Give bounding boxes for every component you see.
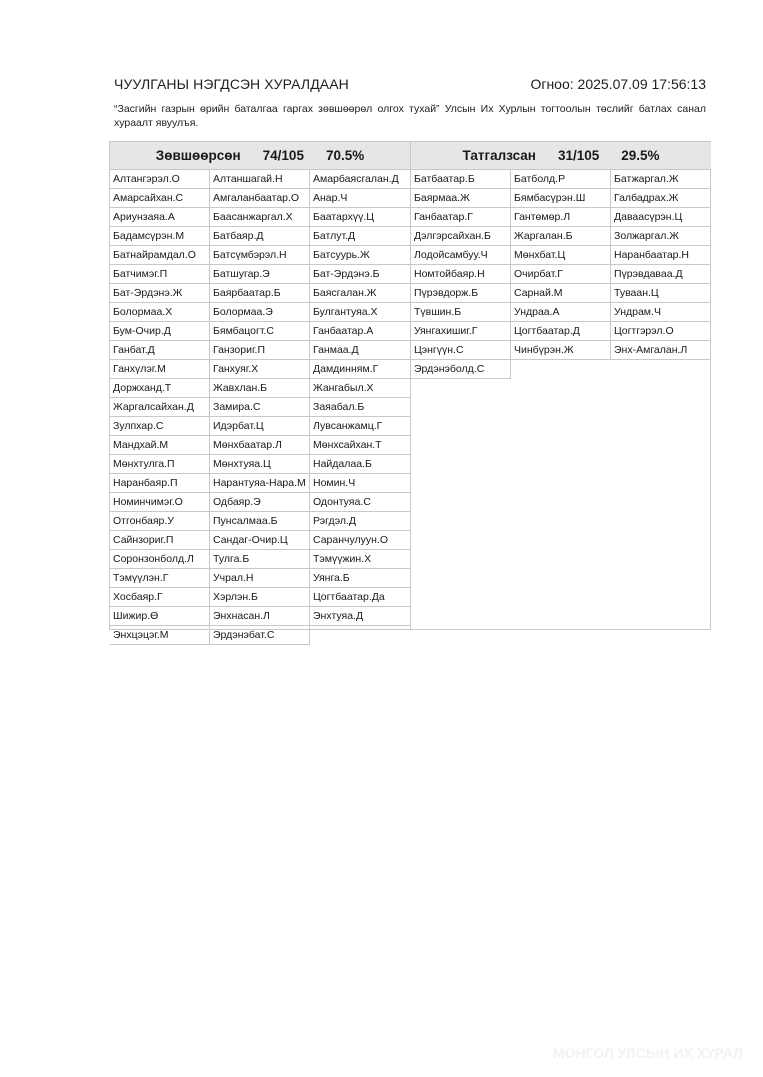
approved-name-cell: Болормаа.Х xyxy=(110,303,210,322)
page-title: ЧУУЛГАНЫ НЭГДСЭН ХУРАЛДААН xyxy=(114,76,349,92)
approved-name-cell: Энхцэцэг.М xyxy=(110,626,210,645)
approved-name-cell: Амгаланбаатар.О xyxy=(210,189,310,208)
rejected-name-cell: Ганбаатар.Г xyxy=(411,208,511,227)
rejected-name-cell: Галбадрах.Ж xyxy=(611,189,711,208)
approved-name-cell: Батсүмбэрэл.Н xyxy=(210,246,310,265)
approved-name-cell: Ганбаатар.А xyxy=(310,322,410,341)
rejected-name-cell: Пүрэвдаваа.Д xyxy=(611,265,711,284)
approved-name-cell: Мандхай.М xyxy=(110,436,210,455)
approved-name-cell: Найдалаа.Б xyxy=(310,455,410,474)
approved-name-cell: Заяабал.Б xyxy=(310,398,410,417)
approved-name-cell: Бат-Эрдэнэ.Б xyxy=(310,265,410,284)
approved-name-cell: Батбаяр.Д xyxy=(210,227,310,246)
rejected-count: 31/105 xyxy=(557,148,600,163)
approved-panel xyxy=(110,142,410,641)
approved-percent: 70.5% xyxy=(325,148,365,163)
rejected-panel xyxy=(410,142,711,629)
approved-name-cell: Батчимэг.П xyxy=(110,265,210,284)
approved-name-cell: Доржханд.Т xyxy=(110,379,210,398)
approved-name-cell: Ганхүлэг.М xyxy=(110,360,210,379)
rejected-name-cell: Цэнгүүн.С xyxy=(411,341,511,360)
report-header xyxy=(114,76,706,96)
approved-name-cell: Алтангэрэл.О xyxy=(110,170,210,189)
approved-name-cell: Идэрбат.Ц xyxy=(210,417,310,436)
approved-name-cell: Энхнасан.Л xyxy=(210,607,310,626)
approved-name-cell: Баасанжаргал.Х xyxy=(210,208,310,227)
rejected-name-cell: Батболд.Р xyxy=(511,170,611,189)
rejected-name-cell: Сарнай.М xyxy=(511,284,611,303)
watermark-text: МОНГОЛ УЛСЫН ИХ ХУРАЛ xyxy=(552,1045,743,1061)
rejected-percent: 29.5% xyxy=(621,148,660,163)
approved-name-cell: Цогтбаатар.Да xyxy=(310,588,410,607)
approved-count: 74/105 xyxy=(262,148,304,163)
approved-name-cell: Мөнхтуяа.Ц xyxy=(210,455,310,474)
approved-name-cell: Батнайрамдал.О xyxy=(110,246,210,265)
approved-name-cell: Шижир.Ө xyxy=(110,607,210,626)
rejected-name-cell: Чинбүрэн.Ж xyxy=(511,341,611,360)
approved-name-cell: Ариунзаяа.А xyxy=(110,208,210,227)
approved-name-cell: Болормаа.Э xyxy=(210,303,310,322)
approved-name-cell: Баатархүү.Ц xyxy=(310,208,410,227)
rejected-name-cell: Батбаатар.Б xyxy=(411,170,511,189)
approved-name-cell: Мөнхсайхан.Т xyxy=(310,436,410,455)
approved-name-cell: Нарантуяа-Нара.М xyxy=(210,474,310,493)
rejected-name-cell: Наранбаатар.Н xyxy=(611,246,711,265)
approved-name-cell: Хосбаяр.Г xyxy=(110,588,210,607)
approved-name-cell: Зулпхар.С xyxy=(110,417,210,436)
approved-name-cell: Дамдинням.Г xyxy=(310,360,410,379)
approved-name-cell: Тэмүүлэн.Г xyxy=(110,569,210,588)
approved-name-cell: Батшугар.Э xyxy=(210,265,310,284)
rejected-header xyxy=(411,142,711,170)
approved-name-cell: Отгонбаяр.У xyxy=(110,512,210,531)
approved-name-cell: Ганмаа.Д xyxy=(310,341,410,360)
approved-name-cell: Пунсалмаа.Б xyxy=(210,512,310,531)
rejected-name-cell: Очирбат.Г xyxy=(511,265,611,284)
rejected-name-cell: Энх-Амгалан.Л xyxy=(611,341,711,360)
rejected-name-cell: Цогтгэрэл.О xyxy=(611,322,711,341)
approved-name-cell: Учрал.Н xyxy=(210,569,310,588)
approved-name-cell: Соронзонболд.Л xyxy=(110,550,210,569)
rejected-label: Татгалзсан xyxy=(462,148,536,163)
approved-name-cell: Батсуурь.Ж xyxy=(310,246,410,265)
rejected-name-cell: Туваан.Ц xyxy=(611,284,711,303)
approved-name-cell: Сайнзориг.П xyxy=(110,531,210,550)
approved-name-cell: Бат-Эрдэнэ.Ж xyxy=(110,284,210,303)
approved-name-cell: Алтаншагай.Н xyxy=(210,170,310,189)
rejected-name-cell: Эрдэнэболд.С xyxy=(411,360,511,379)
rejected-name-cell: Ундраа.А xyxy=(511,303,611,322)
approved-name-cell: Тулга.Б xyxy=(210,550,310,569)
rejected-name-cell: Пүрэвдорж.Б xyxy=(411,284,511,303)
approved-name-cell: Анар.Ч xyxy=(310,189,410,208)
approved-name-cell: Бадамсүрэн.М xyxy=(110,227,210,246)
approved-name-cell: Булгантуяа.Х xyxy=(310,303,410,322)
rejected-name-cell: Баярмаа.Ж xyxy=(411,189,511,208)
rejected-name-cell: Ундрам.Ч xyxy=(611,303,711,322)
rejected-name-cell: Бямбасүрэн.Ш xyxy=(511,189,611,208)
approved-names-grid xyxy=(110,170,410,645)
approved-name-cell: Энхтуяа.Д xyxy=(310,607,410,626)
approved-name-cell: Одбаяр.Э xyxy=(210,493,310,512)
approved-name-cell: Жаргалсайхан.Д xyxy=(110,398,210,417)
approved-name-cell: Баярбаатар.Б xyxy=(210,284,310,303)
approved-name-cell: Мөнхбаатар.Л xyxy=(210,436,310,455)
approved-name-cell: Мөнхтулга.П xyxy=(110,455,210,474)
rejected-name-cell: Даваасүрэн.Ц xyxy=(611,208,711,227)
rejected-name-cell: Уянгахишиг.Г xyxy=(411,322,511,341)
report-datetime: Огноо: 2025.07.09 17:56:13 xyxy=(530,76,706,92)
approved-header xyxy=(110,142,410,170)
rejected-name-cell: Дэлгэрсайхан.Б xyxy=(411,227,511,246)
rejected-name-cell: Мөнхбат.Ц xyxy=(511,246,611,265)
approved-name-cell: Одонтуяа.С xyxy=(310,493,410,512)
approved-name-cell: Бум-Очир.Д xyxy=(110,322,210,341)
approved-name-cell: Амарсайхан.С xyxy=(110,189,210,208)
approved-name-cell: Замира.С xyxy=(210,398,310,417)
approved-name-cell: Рэгдэл.Д xyxy=(310,512,410,531)
rejected-name-cell: Түвшин.Б xyxy=(411,303,511,322)
rejected-name-cell: Лодойсамбуу.Ч xyxy=(411,246,511,265)
approved-name-cell: Амарбаясгалан.Д xyxy=(310,170,410,189)
approved-name-cell: Ганхуяг.Х xyxy=(210,360,310,379)
vote-results xyxy=(109,141,711,641)
rejected-name-cell: Гантөмөр.Л xyxy=(511,208,611,227)
rejected-name-cell: Батжаргал.Ж xyxy=(611,170,711,189)
approved-name-cell: Номин.Ч xyxy=(310,474,410,493)
rejected-name-cell: Золжаргал.Ж xyxy=(611,227,711,246)
approved-name-cell: Уянга.Б xyxy=(310,569,410,588)
approved-label: Зөвшөөрсөн xyxy=(155,148,241,163)
approved-name-cell xyxy=(310,626,410,644)
approved-name-cell: Эрдэнэбат.С xyxy=(210,626,310,645)
approved-name-cell: Батлут.Д xyxy=(310,227,410,246)
rejected-names-grid xyxy=(411,170,711,379)
approved-name-cell: Бямбацогт.С xyxy=(210,322,310,341)
rejected-name-cell: Жаргалан.Б xyxy=(511,227,611,246)
approved-name-cell: Хэрлэн.Б xyxy=(210,588,310,607)
vote-description: “Засгийн газрын өрийн баталгаа гаргах зөвшөөрөл олгох тухай” Улсын Их Хурлын тогтоолын төслийг батлах санал хураалт явуулъя. xyxy=(114,103,706,129)
approved-name-cell: Ганзориг.П xyxy=(210,341,310,360)
approved-name-cell: Номинчимэг.О xyxy=(110,493,210,512)
approved-name-cell: Саранчулуун.О xyxy=(310,531,410,550)
approved-name-cell: Сандаг-Очир.Ц xyxy=(210,531,310,550)
approved-name-cell: Тэмүүжин.Х xyxy=(310,550,410,569)
approved-name-cell: Ганбат.Д xyxy=(110,341,210,360)
rejected-name-cell: Номтойбаяр.Н xyxy=(411,265,511,284)
approved-name-cell: Жангабыл.Х xyxy=(310,379,410,398)
approved-name-cell: Лувсанжамц.Г xyxy=(310,417,410,436)
rejected-name-cell: Цогтбаатар.Д xyxy=(511,322,611,341)
approved-name-cell: Жавхлан.Б xyxy=(210,379,310,398)
approved-name-cell: Баясгалан.Ж xyxy=(310,284,410,303)
approved-name-cell: Наранбаяр.П xyxy=(110,474,210,493)
